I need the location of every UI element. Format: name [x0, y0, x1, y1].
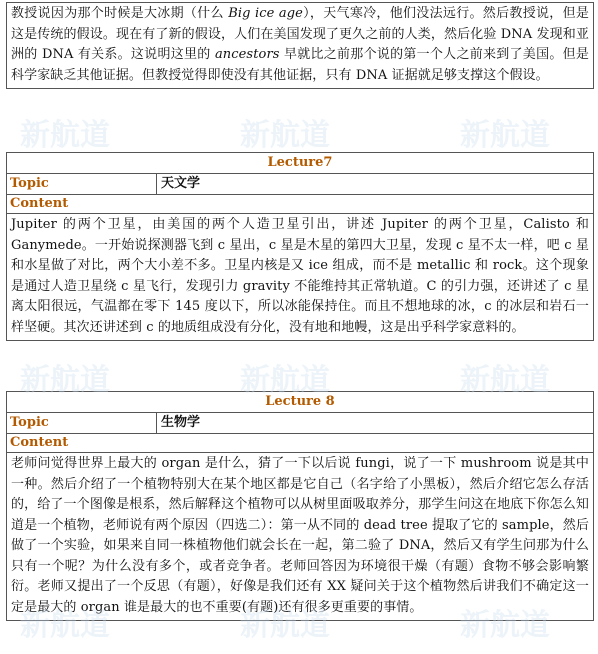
lecture7-title: Lecture7 — [7, 153, 593, 174]
intro-block — [6, 2, 594, 89]
lecture8-table — [6, 391, 594, 621]
lecture8-title: Lecture 8 — [7, 392, 593, 413]
lecture8-content: 老师问觉得世界上最大的 organ 是什么，猜了一下以后说 fungi，说了一下 mushroom 说是其中一种。然后介绍了一个植物特别大在某个地区都是它自己（名字给了小黑板），然后介绍它怎么存活的，给了一个图像是根系，然后解释这个植物可以从树里面吸取养分，那学生问这在地底下你怎么知道是一个植物，老师说有两个原因（四选二）：第一从不同的 dead tree 提取了它的 sample，然后做了一个实验，如果来自同一株植物他们就会长在一起，第二验了 DNA，然后又有学生问那为什么只有一个呢？为什么没有多个，或者竞争者。老师回答因为环境很干燥（有题）食物不够会影响繁衍。老师又提出了一个反思（有题），好像是我们还有 XX 疑问关于这个植物然后讲我们不确定这一定是最大的 organ 谁是最大的也不重要(有题)还有很多更重要的事情。 — [11, 456, 589, 615]
watermark-logo: 新航道 — [20, 608, 110, 643]
lecture7-topic-label: Topic — [7, 174, 157, 194]
lecture8-content-label: Content — [10, 435, 69, 450]
watermark-logo: 新航道 — [20, 118, 110, 153]
watermark-logo: 新航道 — [240, 118, 330, 153]
lecture7-table — [6, 152, 594, 341]
lecture7-topic-value: 天文学 — [161, 176, 201, 191]
watermark-logo: 新航道 — [460, 363, 550, 398]
intro-paragraph: 教授说因为那个时候是大冰期（什么 Big ice age），天气寒冷，他们没法远行。然后教授说，但是这是传统的假设。现在有了新的假设，人们在美国发现了更久之前的人类，然后化验 DNA 发现和亚洲的 DNA 有关系。这说明这里的 ancestors 早就比之前那个说的第一个人之前来到了美国。但是科学家缺乏其他证据。但教授觉得即使没有其他证据，只有 DNA 证据就足够支撑这个假设。 — [11, 6, 589, 83]
watermark-logo: 新航道 — [460, 118, 550, 153]
watermark-logo: 新航道 — [460, 608, 550, 643]
watermark-logo: 新航道 — [20, 363, 110, 398]
lecture7-content: Jupiter 的两个卫星，由美国的两个人造卫星引出，讲述 Jupiter 的两个卫星，Calisto 和 Ganymede。一开始说探测器飞到 c 星出，c 星是木星的第四大卫星，发现 c 星不太一样，吧 c 星和水星做了对比，两个大小差不多。卫星内核是又 ice 组成，而不是 metallic 和 rock。这个现象是通过人造卫星绕 c 星飞行，发现引力 gravity 不能维持其正常轨道。C 的引力强，还讲述了 c 星离太阳很远，气温都在零下 145 度以下，所以冰能保持住。而且不想地球的冰，c 的冰层和岩石一样坚硬。其次还讲述到 c 的地质组成没有分化，没有地和地幔，这是出乎科学家意料的。 — [11, 217, 589, 335]
lecture7-content-label: Content — [10, 196, 69, 211]
watermark-logo: 新航道 — [240, 363, 330, 398]
lecture8-topic-label: Topic — [7, 413, 157, 433]
watermark-logo: 新航道 — [240, 608, 330, 643]
lecture8-topic-value: 生物学 — [161, 415, 201, 430]
